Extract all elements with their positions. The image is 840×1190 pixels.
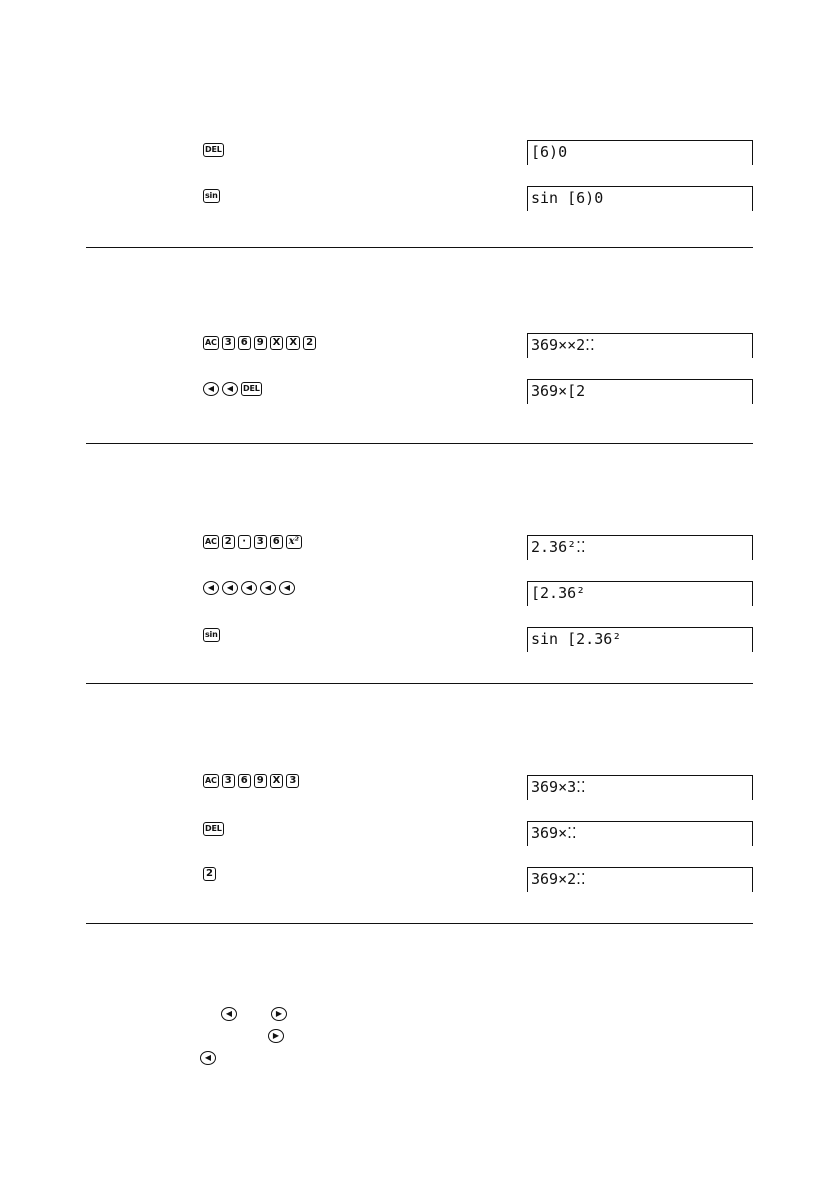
decimal-point-key: ·	[238, 535, 251, 549]
multiply-key: X	[270, 336, 284, 350]
left-arrow-icon: ◀	[279, 581, 295, 595]
display-text: 2.36²⁚⁚	[531, 538, 586, 556]
calculator-display	[527, 775, 753, 800]
left-arrow-icon: ◀	[200, 1051, 216, 1065]
sin-key: sin	[203, 628, 220, 642]
display-text: 369×[2	[531, 382, 586, 400]
keystroke-row	[203, 141, 224, 159]
digit-2-key: 2	[303, 336, 316, 350]
del-key: DEL	[203, 143, 224, 157]
multiply-key: X	[286, 336, 300, 350]
display-text: 369×⁚⁚	[531, 824, 577, 842]
digit-9-key: 9	[254, 336, 267, 350]
section-divider	[86, 247, 753, 248]
square-key: x²	[286, 535, 302, 549]
digit-6-key: 6	[238, 336, 251, 350]
multiply-key: X	[270, 774, 284, 788]
keystroke-row	[203, 865, 216, 883]
footer-keys-line-2	[268, 1027, 284, 1045]
right-arrow-icon: ▶	[271, 1007, 287, 1021]
display-text: 369×3⁚⁚	[531, 778, 586, 796]
digit-6-key: 6	[270, 535, 283, 549]
digit-2-key: 2	[203, 867, 216, 881]
keystroke-row	[203, 533, 302, 551]
ac-key: AC	[203, 535, 219, 549]
digit-3-key: 3	[222, 336, 235, 350]
keystroke-row	[203, 187, 220, 205]
digit-3-key: 3	[222, 774, 235, 788]
left-arrow-icon: ◀	[260, 581, 276, 595]
left-arrow-icon: ◀	[241, 581, 257, 595]
display-text: 369×2⁚⁚	[531, 870, 586, 888]
ac-key: AC	[203, 336, 219, 350]
digit-3-key: 3	[286, 774, 299, 788]
digit-9-key: 9	[254, 774, 267, 788]
calculator-display	[527, 140, 753, 165]
left-arrow-icon: ◀	[203, 581, 219, 595]
del-key: DEL	[241, 382, 262, 396]
left-arrow-icon: ◀	[221, 1007, 237, 1021]
left-arrow-icon: ◀	[222, 382, 238, 396]
display-text: sin [6)0	[531, 189, 604, 207]
calculator-display	[527, 333, 753, 358]
section-divider	[86, 683, 753, 684]
keystroke-row	[203, 334, 316, 352]
calculator-display	[527, 867, 753, 892]
keystroke-row	[203, 772, 299, 790]
section-divider	[86, 923, 753, 924]
keystroke-row	[203, 626, 220, 644]
display-text: 369××2⁚⁚	[531, 336, 595, 354]
footer-keys-line-3	[200, 1049, 216, 1067]
keystroke-row	[203, 579, 295, 597]
keystroke-row	[203, 820, 224, 838]
calculator-display	[527, 535, 753, 560]
left-arrow-icon: ◀	[203, 382, 219, 396]
display-text: [6)0	[531, 143, 568, 161]
calculator-display	[527, 821, 753, 846]
calculator-display	[527, 581, 753, 606]
calculator-display	[527, 627, 753, 652]
sin-key: sin	[203, 189, 220, 203]
display-text: sin [2.36²	[531, 630, 622, 648]
digit-2-key: 2	[222, 535, 235, 549]
right-arrow-icon: ▶	[268, 1029, 284, 1043]
del-key: DEL	[203, 822, 224, 836]
digit-3-key: 3	[254, 535, 267, 549]
calculator-display	[527, 186, 753, 211]
display-text: [2.36²	[531, 584, 586, 602]
left-arrow-icon: ◀	[222, 581, 238, 595]
footer-keys-line-1	[221, 1005, 287, 1023]
calculator-display	[527, 379, 753, 404]
ac-key: AC	[203, 774, 219, 788]
keystroke-row	[203, 380, 262, 398]
section-divider	[86, 443, 753, 444]
digit-6-key: 6	[238, 774, 251, 788]
